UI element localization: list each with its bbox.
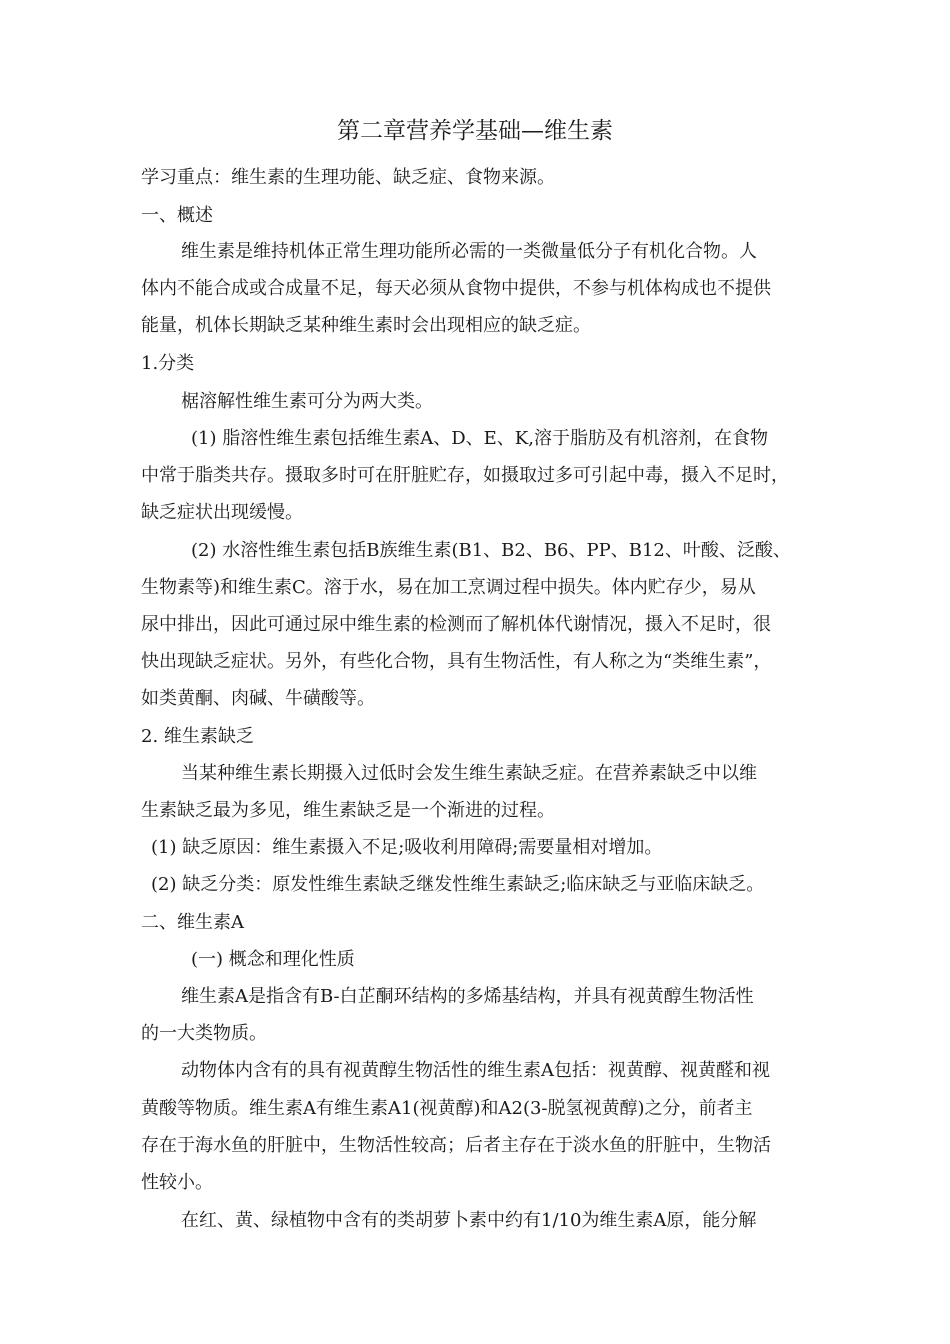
subsection-heading-deficiency: 2. 维生素缺乏 [141,726,254,747]
document-title: 第二章营养学基础—维生素 [337,118,613,144]
paragraph-line: 尿中排出，因此可通过尿中维生素的检测而了解机体代谢情况，摄入不足时，很 [141,614,771,635]
paragraph-line: 生物素等)和维生素C。溶于水，易在加工烹调过程中损失。体内贮存少，易从 [141,577,756,598]
paragraph-line: (1) 脂溶性维生素包括维生素A、D、E、K,溶于脂肪及有机溶剂，在食物 [191,428,768,449]
paragraph-line: 当某种维生素长期摄入过低时会发生维生素缺乏症。在营养素缺乏中以维 [181,763,757,784]
paragraph-line: 能量，机体长期缺乏某种维生素时会出现相应的缺乏症。 [141,315,591,336]
section-heading-vitamin-a: 二、维生素A [141,912,244,933]
section-heading-overview: 一、概述 [141,205,213,226]
paragraph-line: 动物体内含有的具有视黄醇生物活性的维生素A包括：视黄醇、视黄醛和视 [181,1060,770,1081]
paragraph-line: 快出现缺乏症状。另外，有些化合物，具有生物活性，有人称之为“类维生素”， [141,651,772,672]
subsection-heading-concept: (一) 概念和理化性质 [191,949,355,970]
paragraph-line: 维生素A是指含有B-白芷酮环结构的多烯基结构，并具有视黄醇生物活性 [181,986,754,1007]
paragraph-line: 中常于脂类共存。摄取多时可在肝脏贮存，如摄取过多可引起中毒，摄入不足时， [141,465,789,486]
paragraph-line: 黄酸等物质。维生素A有维生素A1(视黄醇)和A2(3-脱氢视黄醇)之分，前者主 [141,1098,753,1119]
list-item: (2) 缺乏分类：原发性维生素缺乏继发性维生素缺乏;临床缺乏与亚临床缺乏。 [151,874,765,895]
paragraph-line: 椐溶解性维生素可分为两大类。 [181,391,433,412]
paragraph-line: 在红、黄、绿植物中含有的类胡萝卜素中约有1/10为维生素A原，能分解 [181,1210,757,1231]
list-item: (1) 缺乏原因：维生素摄入不足;吸收利用障碍;需要量相对增加。 [151,837,663,858]
paragraph-line: 的一大类物质。 [141,1023,267,1044]
paragraph-line: 生素缺乏最为多见，维生素缺乏是一个渐进的过程。 [141,800,555,821]
paragraph-line: 缺乏症状出现缓慢。 [141,502,303,523]
paragraph-line: (2) 水溶性维生素包括B族维生素(B1、B2、B6、PP、B12、叶酸、泛酸、 [191,540,791,561]
paragraph-line: 如类黄酮、肉碱、牛磺酸等。 [141,688,375,709]
paragraph-line: 存在于海水鱼的肝脏中，生物活性较高；后者主存在于淡水鱼的肝脏中，生物活 [141,1135,771,1156]
paragraph-line: 体内不能合成或合成量不足，每天必须从食物中提供，不参与机体构成也不提供 [141,278,771,299]
study-focus: 学习重点：维生素的生理功能、缺乏症、食物来源。 [141,167,555,188]
paragraph-line: 维生素是维持机体正常生理功能所必需的一类微量低分子有机化合物。人 [181,241,757,262]
paragraph-line: 性较小。 [141,1172,213,1193]
subsection-heading-classification: 1.分类 [141,353,195,374]
